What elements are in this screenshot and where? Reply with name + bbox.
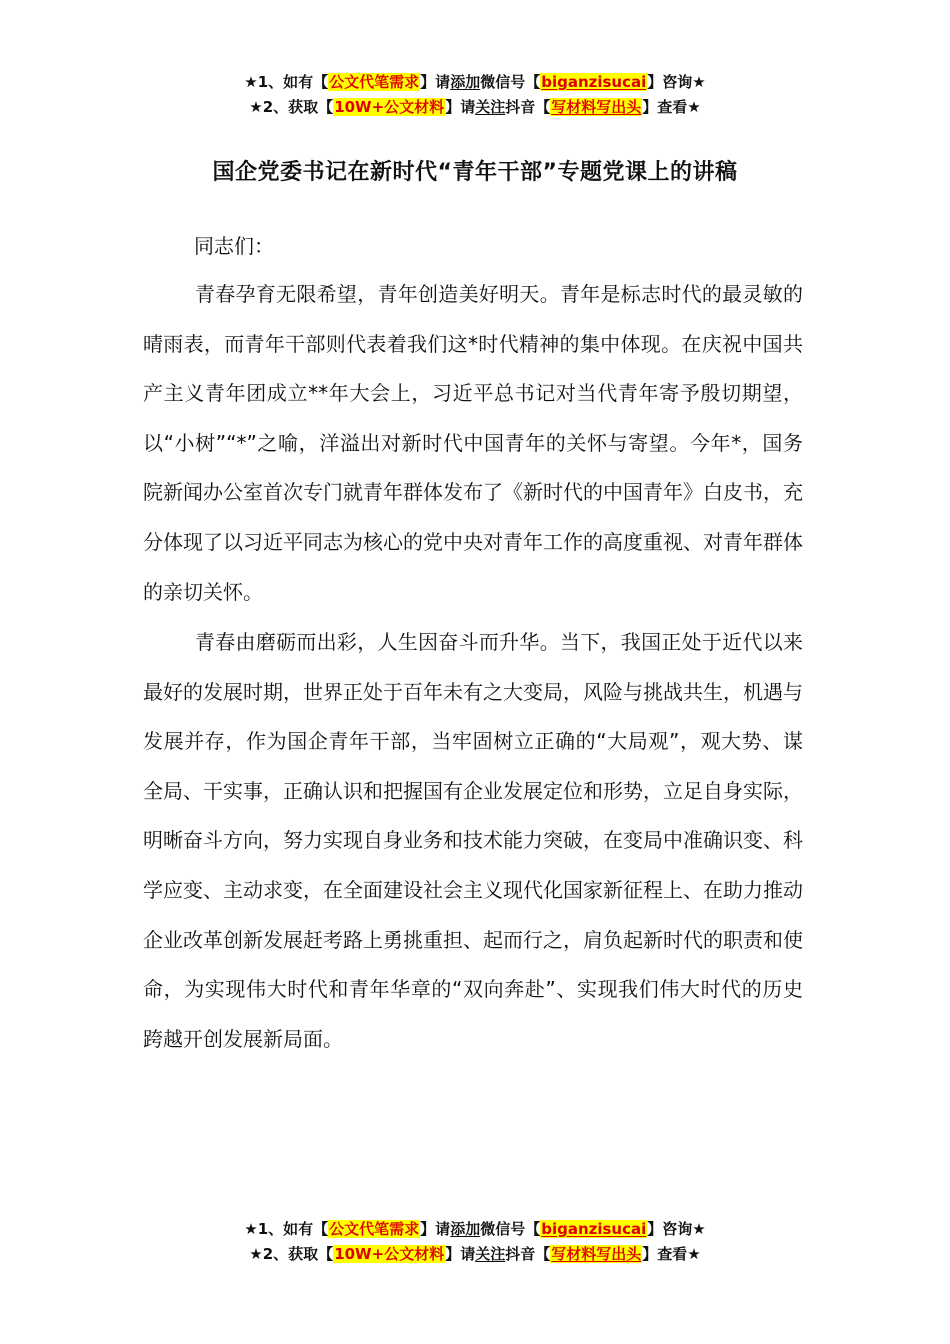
body-paragraph-2: 青春由磨砺而出彩，人生因奋斗而升华。当下，我国正处于近代以来最好的发展时期，世界正处于百年未有之大变局，风险与挑战共生，机遇与发展并存，作为国企青年干部，当牢固树立正确的“大局观”，观大势、谋全局、干实事，正确认识和把握国有企业发展定位和形势，立足自身实际，明晰奋斗方向，努力实现自身业务和技术能力突破，在变局中准确识变、科学应变、主动求变，在全面建设社会主义现代化国家新征程上、在助力推动企业改革创新发展赶考路上勇挑重担、起而行之，肩负起新时代的职责和使命，为实现伟大时代和青年华章的“双向奔赴”、实现我们伟大时代的历史跨越开创发展新局面。 [143,630,803,1051]
promo-text: ★1、如有【 [244,73,329,91]
promo-line-1 [0,70,950,95]
promo-text: ★2、获取【 [249,98,334,116]
promo-line-2 [0,95,950,120]
promo-text: 】查看★ [642,98,701,116]
promo-highlight: 10W+公文材料 [334,1245,445,1263]
douyin-account-highlight: 写材料写出头 [551,98,642,116]
wechat-id-highlight: biganzisucai [541,73,647,91]
body-paragraph-1: 青春孕育无限希望，青年创造美好明天。青年是标志时代的最灵敏的晴雨表，而青年干部则代表着我们这*时代精神的集中体现。在庆祝中国共产主义青年团成立**年大会上，习近平总书记对当代青年寄予殷切期望，以“小树”“*”之喻，洋溢出对新时代中国青年的关怀与寄望。今年*，国务院新闻办公室首次专门就青年群体发布了《新时代的中国青年》白皮书，充分体现了以习近平同志为核心的党中央对青年工作的高度重视、对青年群体的亲切关怀。 [143,282,803,604]
promo-banner-top [0,70,950,120]
promo-highlight: 10W+公文材料 [334,98,445,116]
salutation: 同志们： [194,234,274,258]
promo-emphasis: 添加 [450,73,481,91]
promo-text: 抖音【 [505,98,551,116]
promo-text: 】咨询★ [647,73,706,91]
promo-text: 】请 [420,73,451,91]
promo-text: ★2、获取【 [249,1245,334,1263]
promo-text: 】请 [445,1245,476,1263]
douyin-account-highlight: 写材料写出头 [551,1245,642,1263]
promo-highlight: 公文代笔需求 [329,1220,420,1238]
promo-text: 】请 [445,98,476,116]
document-title: 国企党委书记在新时代“青年干部”专题党课上的讲稿 [212,160,738,185]
promo-emphasis: 关注 [475,98,506,116]
promo-text: 微信号【 [480,1220,541,1238]
promo-text: 】请 [420,1220,451,1238]
promo-text: 抖音【 [505,1245,551,1263]
promo-text: 微信号【 [480,73,541,91]
promo-banner-bottom [0,1217,950,1267]
promo-line-2 [0,1242,950,1267]
promo-emphasis: 关注 [475,1245,506,1263]
promo-text: 】查看★ [642,1245,701,1263]
promo-text: ★1、如有【 [244,1220,329,1238]
promo-highlight: 公文代笔需求 [329,73,420,91]
promo-line-1 [0,1217,950,1242]
promo-emphasis: 添加 [450,1220,481,1238]
wechat-id-highlight: biganzisucai [541,1220,647,1238]
promo-text: 】咨询★ [647,1220,706,1238]
